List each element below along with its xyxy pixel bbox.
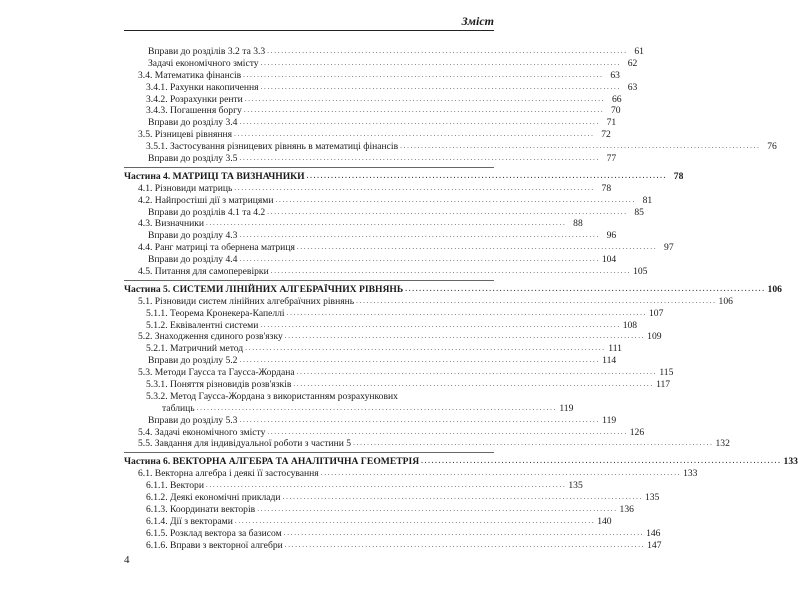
toc-entry-page: 147	[647, 539, 662, 551]
toc-leader-dots	[271, 265, 630, 278]
toc-entry-page: 96	[606, 230, 617, 242]
toc-entry[interactable]	[124, 379, 671, 391]
toc-entry-title: 5.5. Завдання для індивідуальної роботи з частини 5	[138, 438, 352, 450]
toc-entry-page: 97	[664, 242, 674, 254]
toc-entry-page: 66	[611, 93, 622, 105]
toc-entry-page: 115	[659, 367, 674, 379]
toc-leader-dots	[285, 539, 644, 552]
running-header: Зміст	[461, 14, 494, 28]
toc-entry-title: 5.2. Знаходження єдиного розв'язку	[138, 331, 283, 343]
toc-entry-title: Вправи до розділу 3.4	[148, 117, 238, 129]
toc-entry-page: 78	[601, 182, 612, 194]
toc-entry-title: 5.2.1. Матричний метод	[146, 343, 244, 355]
toc-entry-title: Вправи до розділу 5.3	[148, 414, 238, 426]
toc-entry-page: 136	[619, 503, 634, 515]
toc-entry-page: 78	[673, 170, 684, 182]
toc-entry-page: 107	[648, 307, 664, 319]
toc-entry-title: Частина 4. МАТРИЦІ ТА ВИЗНАЧНИКИ	[124, 170, 305, 182]
toc-entry-title: таблиць	[162, 402, 195, 414]
toc-entry-title: 6.1.4. Дії з векторами	[146, 515, 233, 527]
toc-entry-title: Вправи до розділів 4.1 та 4.2	[148, 206, 266, 218]
toc-entry-title: 6.1. Векторна алгебра і деякі її застосування	[138, 468, 319, 480]
toc-entry-page: 70	[611, 105, 621, 117]
toc-entry[interactable]	[124, 438, 730, 451]
toc-entry-page: 111	[608, 343, 622, 355]
toc-entry-page: 133	[683, 468, 698, 480]
toc-entry-title: Вправи до розділу 4.4	[148, 254, 238, 266]
toc-entry-title: 5.3.1. Поняття різновидів розв'язків	[146, 379, 292, 391]
toc-entry-title: 5.3.2. Метод Гаусса-Жордана з використанням розрахункових	[146, 390, 398, 402]
toc-entry-title: 6.1.3. Координати векторів	[146, 503, 256, 515]
toc-entry-page: 106	[767, 283, 782, 295]
toc-entry-title: 4.5. Питання для самоперевірки	[138, 266, 269, 278]
toc-entry-title: 6.1.2. Деякі економічні приклади	[146, 492, 281, 504]
toc-entry-title: 5.3. Методи Гаусса та Гаусса-Жордана	[138, 367, 295, 379]
toc-entry-title: 4.3. Визначники	[138, 218, 205, 230]
toc-entry-page: 105	[633, 266, 648, 278]
toc-entry-title: 5.4. Задачі економічного змісту	[138, 426, 266, 438]
toc-entry-title: 6.1.5. Розклад вектора за базисом	[146, 527, 282, 539]
table-of-contents	[124, 45, 798, 552]
toc-entry-title: 3.4.1. Рахунки накопичення	[146, 81, 259, 93]
toc-entry-page: 85	[634, 206, 644, 218]
toc-entry-page: 140	[597, 515, 612, 527]
toc-entry-page: 114	[602, 355, 617, 367]
toc-leader-dots	[239, 152, 598, 165]
toc-entry-title: Частина 6. ВЕКТОРНА АЛГЕБРА ТА АНАЛІТИЧНА ГЕОМЕТРІЯ	[124, 456, 420, 468]
toc-entry-title: Вправи до розділу 5.2	[148, 355, 238, 367]
toc-entry-title: 3.5. Різницеві рівняння	[138, 129, 233, 141]
toc-entry-page: 76	[767, 141, 777, 153]
toc-entry-title: 5.1.2. Еквівалентні системи	[146, 319, 259, 331]
toc-entry-page: 63	[627, 81, 638, 93]
toc-entry-page: 61	[634, 45, 644, 57]
toc-entry-title: 6.1.1. Вектори	[146, 480, 204, 492]
toc-entry[interactable]	[124, 539, 662, 552]
toc-entry-page: 72	[601, 129, 611, 141]
toc-entry-page: 132	[715, 438, 730, 450]
toc-entry-title: 4.1. Різновиди матриць	[138, 182, 233, 194]
toc-entry-title: 4.2. Найпростіші дії з матрицями	[138, 194, 274, 206]
toc-leader-dots	[353, 437, 712, 450]
toc-entry-page: 109	[647, 331, 662, 343]
toc-entry-page: 88	[573, 218, 583, 230]
toc-entry[interactable]	[124, 266, 648, 278]
toc-entry-title: 3.4.3. Погашення боргу	[146, 105, 242, 117]
toc-entry-page: 117	[656, 379, 671, 391]
page-number: 4	[124, 554, 130, 566]
toc-entry-title: 3.5.1. Застосування різницевих рівнянь в математиці фінансів	[146, 141, 399, 153]
toc-entry-page: 71	[606, 117, 617, 129]
toc-entry-title: 4.4. Ранг матриці та обернена матриця	[138, 242, 295, 254]
section-separator	[124, 452, 494, 453]
header-rule	[124, 30, 494, 31]
toc-entry-title: Задачі економічного змісту	[148, 57, 259, 69]
toc-entry-page: 77	[606, 153, 617, 164]
toc-entry-title: Вправи до розділів 3.2 та 3.3	[148, 45, 266, 57]
toc-entry-page: 119	[559, 402, 574, 414]
toc-entry-title: 5.1. Різновиди систем лінійних алгебраїчних рівнянь	[138, 295, 355, 307]
toc-entry-title: 6.1.6. Вправи з векторної алгебри	[146, 539, 283, 551]
toc-entry-page: 126	[629, 426, 645, 438]
toc-entry-title: Вправи до розділу 3.5	[148, 153, 238, 164]
toc-entry-title: 5.1.1. Теорема Кронекера-Капеллі	[146, 307, 285, 319]
toc-entry[interactable]	[124, 153, 617, 165]
toc-entry-page: 108	[622, 319, 638, 331]
toc-entry-page: 81	[642, 194, 653, 206]
toc-entry-title: 3.4. Математика фінансів	[138, 69, 242, 81]
toc-entry-page: 62	[627, 57, 638, 69]
toc-leader-dots	[293, 378, 652, 391]
toc-entry-page: 133	[783, 456, 798, 468]
section-separator	[124, 167, 494, 168]
toc-entry-title: Частина 5. СИСТЕМИ ЛІНІЙНИХ АЛГЕБРАЇЧНИХ РІВНЯНЬ	[124, 283, 404, 295]
toc-entry-page: 104	[601, 254, 617, 266]
toc-entry-page: 106	[718, 295, 733, 307]
toc-entry-page: 135	[644, 492, 660, 504]
toc-entry-title: Вправи до розділу 4.3	[148, 230, 238, 242]
toc-entry-page: 119	[602, 414, 617, 426]
toc-entry-title: 3.4.2. Розрахунки ренти	[146, 93, 243, 105]
toc-entry-page: 135	[568, 480, 583, 492]
toc-entry-page: 63	[610, 69, 620, 81]
section-separator	[124, 280, 494, 281]
toc-entry-page: 146	[646, 527, 661, 539]
